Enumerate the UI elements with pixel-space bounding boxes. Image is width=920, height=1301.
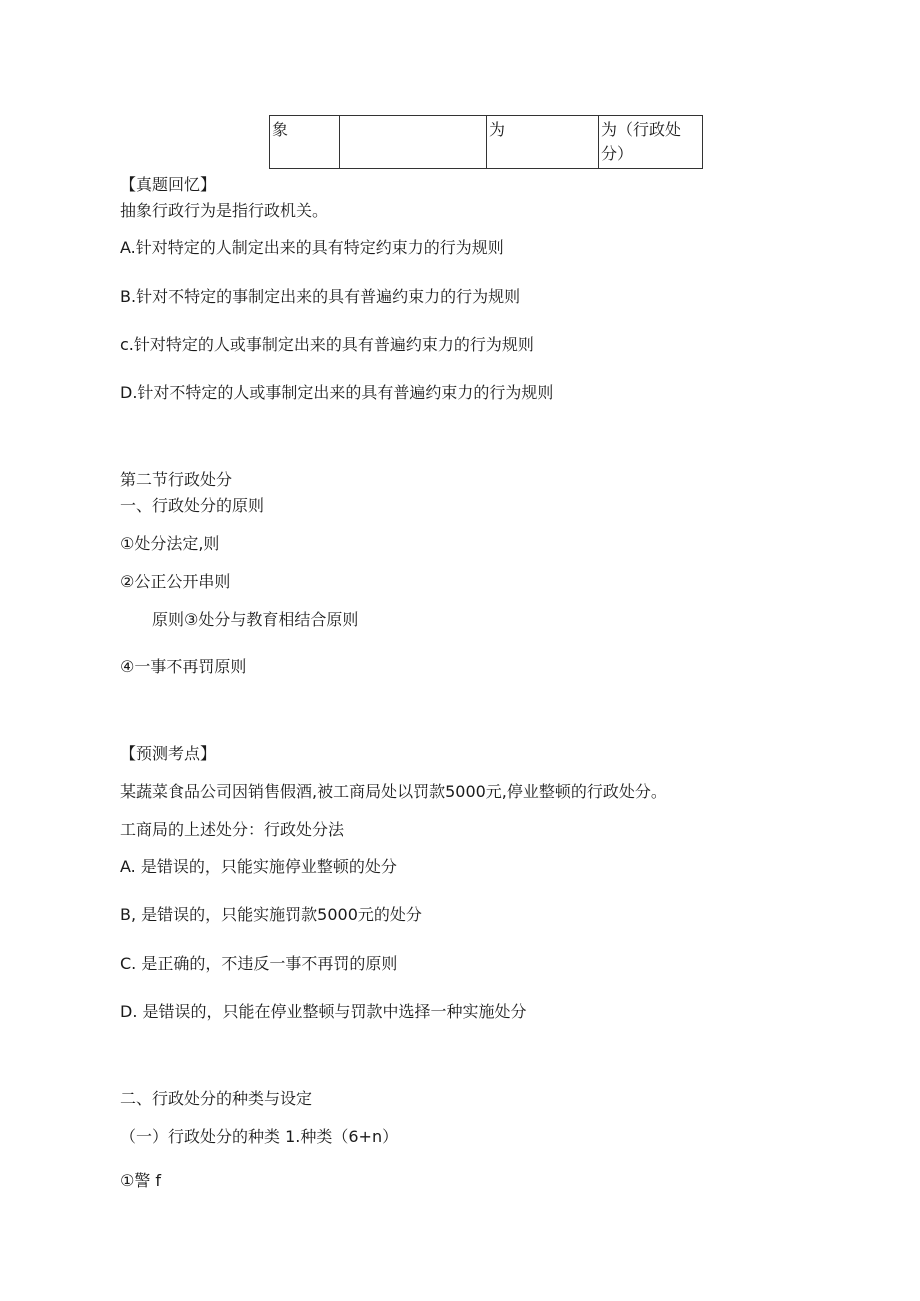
exam-recall-heading: 【真题回忆】 <box>120 175 217 194</box>
question-text: 工商局的上述处分：行政处分法 <box>120 820 345 839</box>
table-fragment <box>269 115 703 169</box>
principle-item: ①处分法定,则 <box>120 534 220 553</box>
forecast-heading: 【预测考点】 <box>120 744 217 763</box>
table-cell: 象 <box>270 116 340 169</box>
question-text: 某蔬菜食品公司因销售假酒,被工商局处以罚款5000元,停业整顿的行政处分。 <box>120 782 667 801</box>
principle-item: ④一事不再罚原则 <box>120 657 247 676</box>
option-d: D.针对不特定的人或事制定出来的具有普遍约束力的行为规则 <box>120 383 554 402</box>
option-b: B, 是错误的，只能实施罚款5000元的处分 <box>120 905 422 924</box>
principle-item: 原则③处分与教育相结合原则 <box>152 610 359 629</box>
option-d: D. 是错误的，只能在停业整顿与罚款中选择一种实施处分 <box>120 1002 527 1021</box>
table-row <box>270 116 703 169</box>
section-title: 二、行政处分的种类与设定 <box>120 1089 313 1108</box>
table-cell <box>340 116 487 169</box>
table-cell: 为（行政处分） <box>599 116 703 169</box>
section-subtitle: 一、行政处分的原则 <box>120 496 265 515</box>
list-item: ①警 f <box>120 1171 162 1190</box>
option-c: C. 是正确的，不违反一事不再罚的原则 <box>120 954 398 973</box>
option-a: A. 是错误的，只能实施停业整顿的处分 <box>120 857 397 876</box>
option-b: B.针对不特定的事制定出来的具有普遍约束力的行为规则 <box>120 287 521 306</box>
option-c: c.针对特定的人或事制定出来的具有普遍约束力的行为规则 <box>120 335 534 354</box>
section-title: 第二节行政处分 <box>120 470 233 489</box>
principle-item: ②公正公开串则 <box>120 572 231 591</box>
option-a: A.针对特定的人制定出来的具有特定约束力的行为规则 <box>120 238 504 257</box>
section-subtitle: （一）行政处分的种类 1.种类（6+n） <box>120 1127 399 1146</box>
table-cell: 为 <box>487 116 599 169</box>
question-text: 抽象行政行为是指行政机关。 <box>120 201 329 220</box>
